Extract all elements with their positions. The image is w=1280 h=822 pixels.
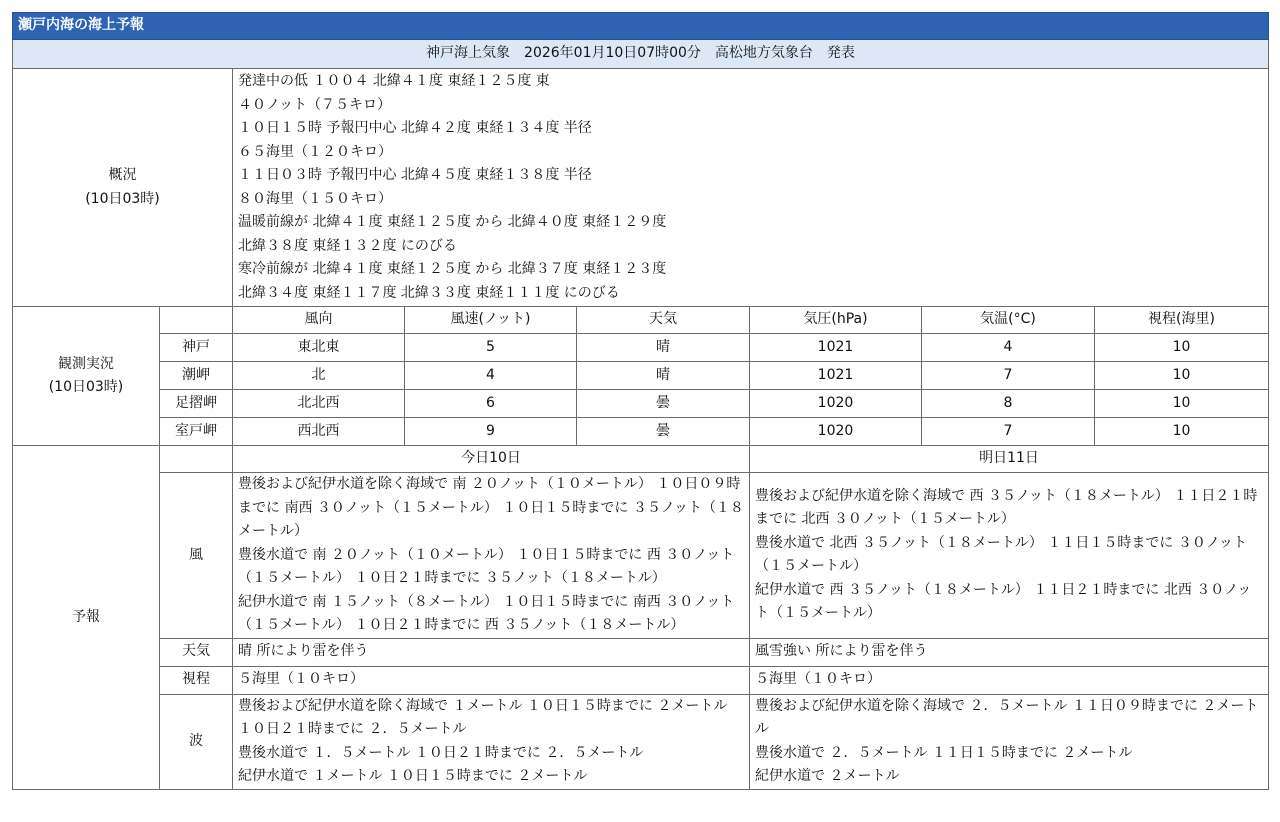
wind-label: 風 xyxy=(160,473,233,639)
page-title: 瀬戸内海の海上予報 xyxy=(13,13,1269,40)
wind-day2-line: 紀伊水道で 西 ３５ノット（１８メートル） １１日２１時までに 北西 ３０ノット（１５メートル） xyxy=(755,581,1252,622)
overview-line: １１日０３時 予報円中心 北緯４５度 東経１３８度 半径 xyxy=(238,167,592,183)
observation-time: (10日03時) xyxy=(48,379,124,395)
temperature: 8 xyxy=(922,390,1095,418)
column-header: 風向 xyxy=(233,307,405,334)
issue-info: 神戸海上気象 2026年01月10日07時00分 高松地方気象台 発表 xyxy=(13,40,1269,69)
pressure: 1021 xyxy=(750,362,922,390)
overview-line: ８０海里（１５０キロ） xyxy=(238,190,392,207)
weather-day2: 風雪強い 所により雷を伴う xyxy=(750,638,1269,666)
overview-line: 北緯３４度 東経１１７度 北緯３３度 東経１１１度 にのびる xyxy=(238,284,620,301)
wave-day2 xyxy=(750,694,1269,789)
visibility: 10 xyxy=(1095,418,1269,446)
wind-direction: 西北西 xyxy=(233,418,405,446)
wind-day1 xyxy=(233,473,750,639)
wave-day1-line: 豊後および紀伊水道を除く海域で １メートル １０日１５時までに ２メートル １０日２１時までに ２．５メートル xyxy=(238,697,728,737)
pressure: 1021 xyxy=(750,334,922,362)
wind-day2 xyxy=(750,473,1269,639)
visibility: 10 xyxy=(1095,334,1269,362)
overview-time: (10日03時) xyxy=(85,190,160,207)
wave-label: 波 xyxy=(160,694,233,789)
wind-speed: 5 xyxy=(405,334,577,362)
temperature: 4 xyxy=(922,334,1095,362)
overview-line: １０日１５時 予報円中心 北緯４２度 東経１３４度 半径 xyxy=(238,120,592,136)
temperature: 7 xyxy=(922,418,1095,446)
overview-line: 寒冷前線が 北緯４１度 東経１２５度 から 北緯３７度 東経１２３度 xyxy=(238,261,667,277)
wind-day1-line: 紀伊水道で 南 １５ノット（８メートル） １０日１５時までに 南西 ３０ノット（１５メートル） １０日２１時までに 西 ３５ノット（１８メートル） xyxy=(238,593,735,633)
forecast-day1-header: 今日10日 xyxy=(233,446,750,473)
wind-day2-line: 豊後および紀伊水道を除く海域で 西 ３５ノット（１８メートル） １１日２１時までに 北西 ３０ノット（１５メートル） xyxy=(755,487,1258,528)
station-name: 室戸岬 xyxy=(160,418,233,446)
wind-day1-line: 豊後および紀伊水道を除く海域で 南 ２０ノット（１０メートル） １０日０９時までに 南西 ３０ノット（１５メートル） １０日１５時までに ３５ノット（１８メートル） xyxy=(238,476,744,539)
station-name: 神戸 xyxy=(160,334,233,362)
column-header: 気温(°C) xyxy=(922,307,1095,334)
marine-forecast-table xyxy=(12,12,1269,790)
visibility: 10 xyxy=(1095,390,1269,418)
station-name: 潮岬 xyxy=(160,362,233,390)
column-header: 風速(ノット) xyxy=(405,307,577,334)
weather: 曇 xyxy=(577,418,750,446)
table-row xyxy=(13,418,1269,446)
forecast-corner-cell xyxy=(160,446,233,473)
wind-day1-line: 豊後水道で 南 ２０ノット（１０メートル） １０日１５時までに 西 ３０ノット（１５メートル） １０日２１時までに ３５ノット（１８メートル） xyxy=(238,546,735,586)
overview-label: 概況 xyxy=(108,167,137,183)
table-row xyxy=(13,334,1269,362)
wave-day2-line: 紀伊水道で ２メートル xyxy=(755,768,900,784)
forecast-day2-header: 明日11日 xyxy=(750,446,1269,473)
wind-direction: 東北東 xyxy=(233,334,405,362)
wind-direction: 北北西 xyxy=(233,390,405,418)
overview-line: ６５海里（１２０キロ） xyxy=(238,143,392,160)
overview-line: 温暖前線が 北緯４１度 東経１２５度 から 北緯４０度 東経１２９度 xyxy=(238,214,667,230)
visibility-day1: ５海里（１０キロ） xyxy=(233,666,750,694)
column-header: 天気 xyxy=(577,307,750,334)
wind-direction: 北 xyxy=(233,362,405,390)
weather: 晴 xyxy=(577,362,750,390)
observation-label-cell xyxy=(13,307,160,446)
wave-day2-line: 豊後水道で ２．５メートル １１日１５時までに ２メートル xyxy=(755,744,1133,761)
wave-day1-line: 豊後水道で １．５メートル １０日２１時までに ２．５メートル xyxy=(238,744,644,761)
overview-text xyxy=(233,69,1269,307)
visibility-label: 視程 xyxy=(160,666,233,694)
overview-line: 北緯３８度 東経１３２度 にのびる xyxy=(238,237,457,254)
table-row xyxy=(13,362,1269,390)
wave-day1-line: 紀伊水道で １メートル １０日１５時までに ２メートル xyxy=(238,768,588,784)
wind-speed: 9 xyxy=(405,418,577,446)
weather-label: 天気 xyxy=(160,638,233,666)
column-header: 気圧(hPa) xyxy=(750,307,922,334)
weather: 晴 xyxy=(577,334,750,362)
wind-speed: 6 xyxy=(405,390,577,418)
wind-day2-line: 豊後水道で 北西 ３５ノット（１８メートル） １１日１５時までに ３０ノット（１５メートル） xyxy=(755,534,1247,575)
weather: 曇 xyxy=(577,390,750,418)
visibility: 10 xyxy=(1095,362,1269,390)
overview-label-cell xyxy=(13,69,233,307)
temperature: 7 xyxy=(922,362,1095,390)
forecast-label: 予報 xyxy=(13,446,160,790)
weather-day1: 晴 所により雷を伴う xyxy=(233,638,750,666)
overview-line: ４０ノット（７５キロ） xyxy=(238,96,392,113)
observation-corner-cell xyxy=(160,307,233,334)
wind-speed: 4 xyxy=(405,362,577,390)
table-row xyxy=(13,390,1269,418)
observation-label: 観測実況 xyxy=(58,355,114,372)
station-name: 足摺岬 xyxy=(160,390,233,418)
visibility-day2: ５海里（１０キロ） xyxy=(750,666,1269,694)
column-header: 視程(海里) xyxy=(1095,307,1269,334)
wave-day1 xyxy=(233,694,750,789)
overview-line: 発達中の低 １００４ 北緯４１度 東経１２５度 東 xyxy=(238,73,550,89)
wave-day2-line: 豊後および紀伊水道を除く海域で ２．５メートル １１日０９時までに ２メートル xyxy=(755,697,1259,737)
pressure: 1020 xyxy=(750,390,922,418)
pressure: 1020 xyxy=(750,418,922,446)
